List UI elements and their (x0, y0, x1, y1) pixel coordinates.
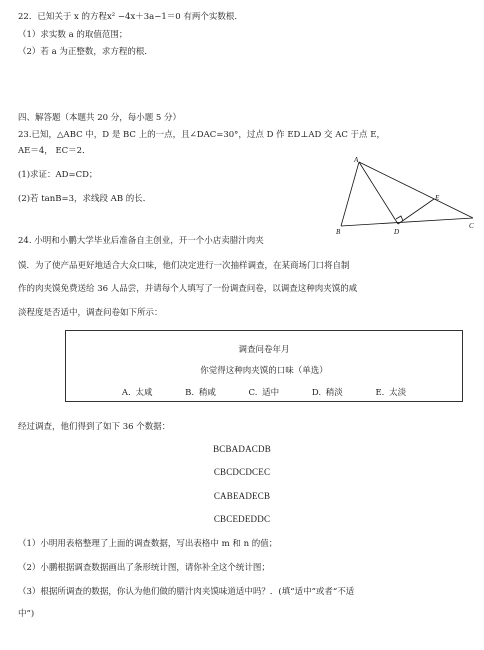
q24-line4: 淡程度是否适中，调查问卷如下所示： (18, 308, 163, 318)
label-b: B (336, 228, 341, 236)
label-e: E (435, 194, 440, 202)
q24-part1: （1）小明用表格整理了上面的调查数据，写出表格中 m 和 n 的值； (18, 539, 278, 549)
triangle-figure (336, 156, 476, 236)
q24-line3: 作的肉夹馍免费送给 36 人品尝，并请每个人填写了一份调查问卷，以调查这种肉夹馍的咸 (18, 284, 358, 294)
option-a: A. 太咸 (121, 388, 153, 398)
segment-ac (359, 162, 473, 218)
option-e: E. 太淡 (375, 388, 407, 398)
survey-question: 你觉得这种肉夹馍的口味（单选） (200, 366, 328, 376)
option-b: B. 稍咸 (185, 388, 216, 398)
survey-box (65, 330, 463, 402)
survey-options (66, 386, 462, 398)
q24-part3-cont: 中”) (18, 609, 35, 619)
label-a: A (354, 156, 359, 164)
q23-given: AE＝4， EC＝2． (18, 146, 91, 156)
q22-part1: （1）求实数 a 的取值范围； (18, 30, 128, 40)
segment-bc (341, 218, 473, 226)
right-angle-mark (396, 216, 403, 221)
q24-line2: 馍．为了使产品更好地适合大众口味，他们决定进行一次抽样调查，在某商场门口将自制 (18, 261, 350, 271)
data-row-1: BCBADACDB (213, 444, 271, 454)
q24-part3: （3）根据所调查的数据，你认为他们做的腊汁肉夹馍味道适中吗？．(填“适中”或者“不适 (18, 587, 355, 597)
q23-stem: 23.已知，△ABC 中，D 是 BC 上的一点，且∠DAC=30°，过点 D 作 ED⊥AD 交 AC 于点 E， (18, 130, 385, 140)
option-d: D. 稍淡 (311, 388, 343, 398)
q22-stem: 22．已知关于 x 的方程x² −4x＋3a−1＝0 有两个实数根． (18, 12, 243, 22)
q23-part2: (2)若 tanB=3，求线段 AB 的长． (18, 194, 152, 204)
q22-part2: （2）若 a 为正整数，求方程的根． (18, 47, 153, 57)
label-d: D (394, 228, 400, 236)
data-row-3: CABEADECB (213, 491, 271, 501)
segment-de (398, 199, 434, 224)
data-row-4: CBCEDEDDC (213, 514, 271, 524)
q23-part1: (1)求证：AD=CD； (18, 170, 98, 180)
segment-ab (341, 162, 359, 226)
q24-part2: （2）小鹏根据调查数据画出了条形统计图，请你补全这个统计图； (18, 563, 270, 573)
data-intro: 经过调查，他们得到了如下 36 个数据： (18, 422, 171, 432)
option-c: C. 适中 (248, 388, 280, 398)
q24-line1: 24. 小明和小鹏大学毕业后准备自主创业，开一个小店卖腊汁肉夹 (18, 236, 264, 246)
data-row-2: CBCDCDCEC (213, 467, 271, 477)
label-c: C (469, 222, 474, 230)
section-heading: 四、解答题（本题共 20 分，每小题 5 分） (18, 113, 182, 123)
survey-title: 调查问卷年月 (238, 345, 290, 355)
